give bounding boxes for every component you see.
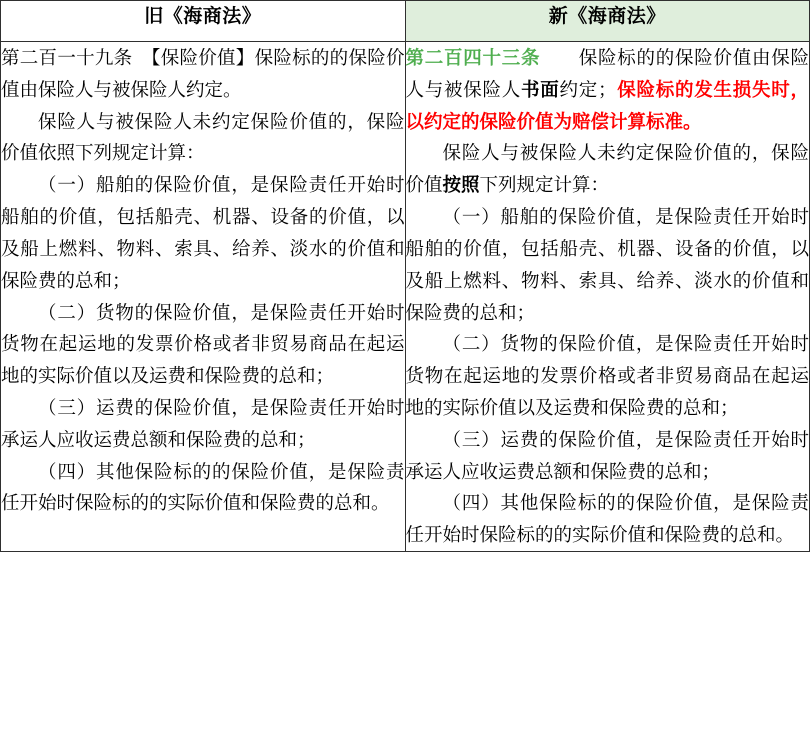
new-law-paragraph (406, 424, 810, 488)
new-law-paragraph (406, 137, 810, 201)
new-law-text-run: 第二百四十三条 (405, 47, 541, 68)
new-law-text-run: 保险标的发生损失时，以约定的保险价值为赔偿计算标准。 (405, 78, 809, 132)
new-law-paragraph (406, 201, 810, 328)
old-law-text-run: 保险人与被保险人未约定保险价值的，保险价值依照下列规定计算： (1, 110, 405, 164)
old-law-paragraph (1, 42, 405, 106)
new-law-text-cell (405, 42, 810, 552)
table-header (1, 1, 810, 42)
new-law-text-run: 按照 (442, 174, 480, 196)
old-law-paragraph (1, 456, 405, 520)
old-law-text-cell (1, 42, 406, 552)
new-law-text-run: （一）船舶的保险价值，是保险责任开始时船舶的价值，包括船壳、机器、设备的价值，以及船上燃料、物料、索具、给养、淡水的价值和保险费的总和； (405, 206, 809, 323)
new-law-paragraph (406, 487, 810, 551)
new-law-text-run: 约定； (559, 78, 617, 100)
old-law-text-run: （一）船舶的保险价值，是保险责任开始时船舶的价值，包括船壳、机器、设备的价值，以及船上燃料、物料、索具、给养、淡水的价值和保险费的总和； (1, 174, 405, 291)
old-law-text-run: （三）运费的保险价值，是保险责任开始时承运人应收运费总额和保险费的总和； (1, 396, 405, 450)
new-law-text-run: 下列规定计算： (479, 174, 610, 196)
new-law-paragraph (406, 328, 810, 423)
new-law-text-run: （四）其他保险标的的保险价值，是保险责任开始时保险标的的实际价值和保险费的总和。 (405, 492, 809, 546)
old-law-paragraph (1, 169, 405, 296)
table-header-row (1, 1, 810, 42)
column-header-old-law: 旧《海商法》 (1, 1, 406, 42)
table-row (1, 42, 810, 552)
new-law-text-run: 保险标的的保险价值由保险人与被保险人 (405, 47, 809, 100)
old-law-paragraph (1, 297, 405, 392)
new-law-text-run: （二）货物的保险价值，是保险责任开始时货物在起运地的发票价格或者非贸易商品在起运地的实际价值以及运费和保险费的总和； (405, 333, 809, 418)
new-law-text-run: 保险人与被保险人未约定保险价值的，保险价值 (405, 142, 809, 196)
column-header-new-law: 新《海商法》 (405, 1, 810, 42)
old-law-text-run: （四）其他保险标的的保险价值，是保险责任开始时保险标的的实际价值和保险费的总和。 (1, 460, 405, 514)
old-law-text-run: （二）货物的保险价值，是保险责任开始时货物在起运地的发票价格或者非贸易商品在起运地的实际价值以及运费和保险费的总和； (1, 301, 405, 387)
new-law-text-run: （三）运费的保险价值，是保险责任开始时承运人应收运费总额和保险费的总和； (405, 428, 809, 482)
new-law-text-run: 书面 (520, 78, 560, 100)
old-law-text-run: 第二百一十九条 【保险价值】保险标的的保险价值由保险人与被保险人约定。 (1, 47, 405, 100)
table-body (1, 42, 810, 552)
old-law-paragraph (1, 392, 405, 456)
new-law-paragraph (406, 42, 810, 137)
old-law-paragraph (1, 106, 405, 170)
